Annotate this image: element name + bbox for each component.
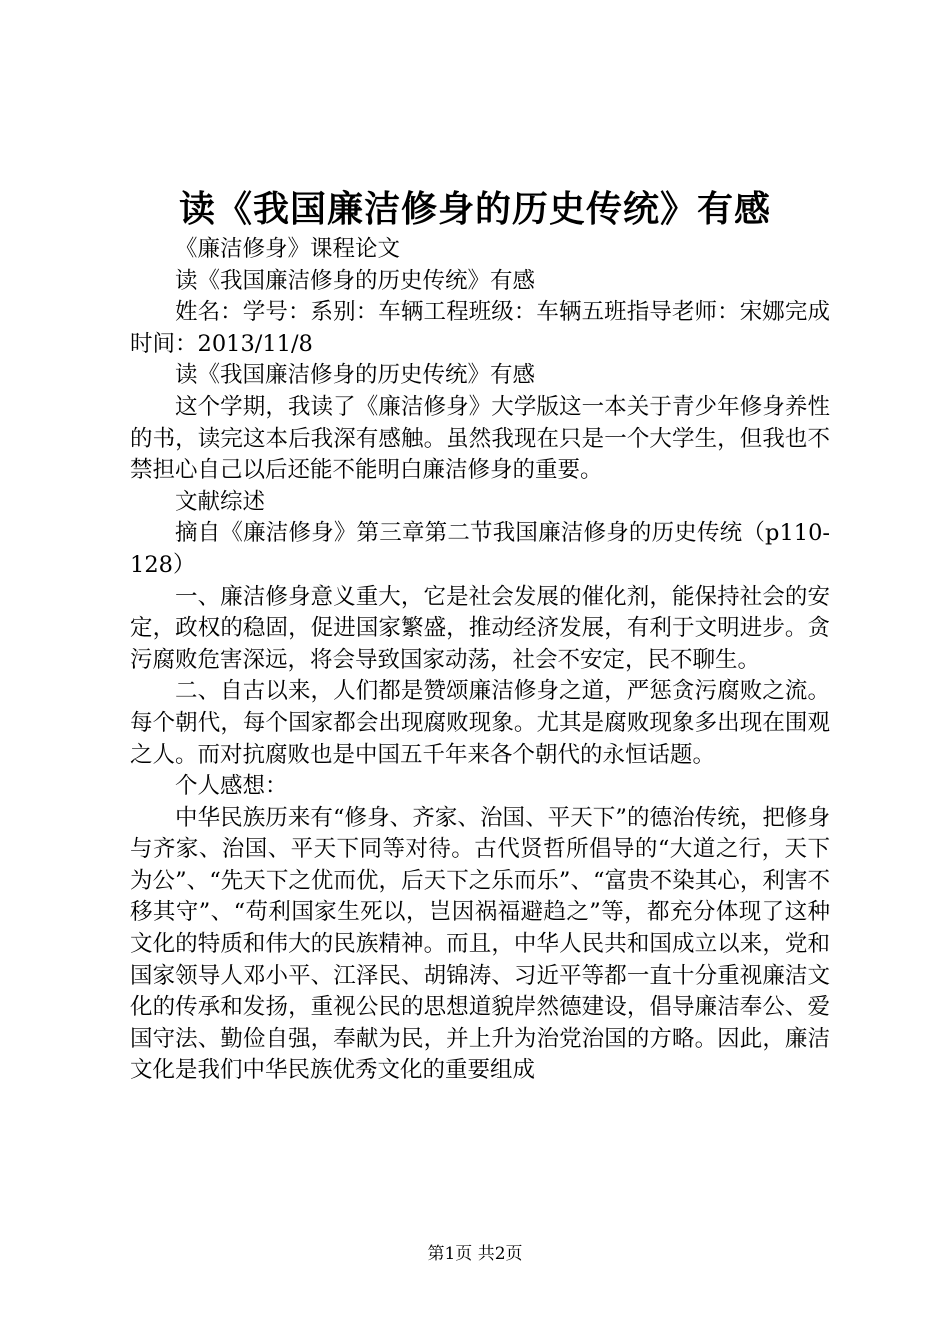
page-number-footer: 第1页 共2页 — [427, 1244, 523, 1264]
paragraph-subtitle: 读《我国廉洁修身的历史传统》有感 — [175, 267, 536, 294]
paragraph-reflection-heading: 个人感想： — [175, 773, 288, 800]
paragraph-point-two: 二、自古以来，人们都是赞颂廉洁修身之道，严惩贪污腐败之流。每个朝代，每个国家都会出现腐败现象。尤其是腐败现象多出现在围观之人。而对抗腐败也是中国五千年来各个朝代的永恒话题。 — [130, 678, 830, 768]
paragraph-literature-review-heading: 文献综述 — [175, 488, 266, 515]
document-body — [130, 234, 830, 1087]
paragraph-course-paper: 《廉洁修身》课程论文 — [175, 236, 401, 262]
paragraph-excerpt-source: 摘自《廉洁修身》第三章第二节我国廉洁修身的历史传统（p110-128） — [130, 520, 830, 578]
paragraph-reflection: 中华民族历来有“修身、齐家、治国、平天下”的德治传统，把修身与齐家、治国、平天下同等对待。古代贤哲所倡导的“大道之行，天下为公”、“先天下之优而优，后天下之乐而乐”、“富贵不染其心，利害不移其守”、“苟利国家生死以，岂因祸福避趋之”等，都充分体现了这种文化的特质和伟大的民族精神。而且，中华人民共和国成立以来，党和国家领导人邓小平、江泽民、胡锦涛、习近平等都一直十分重视廉洁文化的传承和发扬，重视公民的思想道貌岸然德建设，倡导廉洁奉公、爱国守法、勤俭自强，奉献为民，并上升为治党治国的方略。因此，廉洁文化是我们中华民族优秀文化的重要组成 — [130, 804, 830, 1084]
paragraph-intro: 这个学期，我读了《廉洁修身》大学版这一本关于青少年修身养性的书，读完这本后我深有感触。虽然我现在只是一个大学生，但我也不禁担心自己以后还能不能明白廉洁修身的重要。 — [130, 393, 830, 484]
paragraph-heading: 读《我国廉洁修身的历史传统》有感 — [175, 362, 536, 389]
paragraph-point-one: 一、廉洁修身意义重大，它是社会发展的催化剂，能保持社会的安定，政权的稳固，促进国家繁盛，推动经济发展，有利于文明进步。贪污腐败危害深远，将会导致国家动荡，社会不安定，民不聊生。 — [130, 583, 830, 673]
paragraph-author-info: 姓名：学号：系别：车辆工程班级：车辆五班指导老师：宋娜完成时间：2013/11/8 — [130, 299, 830, 357]
document-title: 读《我国廉洁修身的历史传统》有感 — [178, 188, 771, 230]
